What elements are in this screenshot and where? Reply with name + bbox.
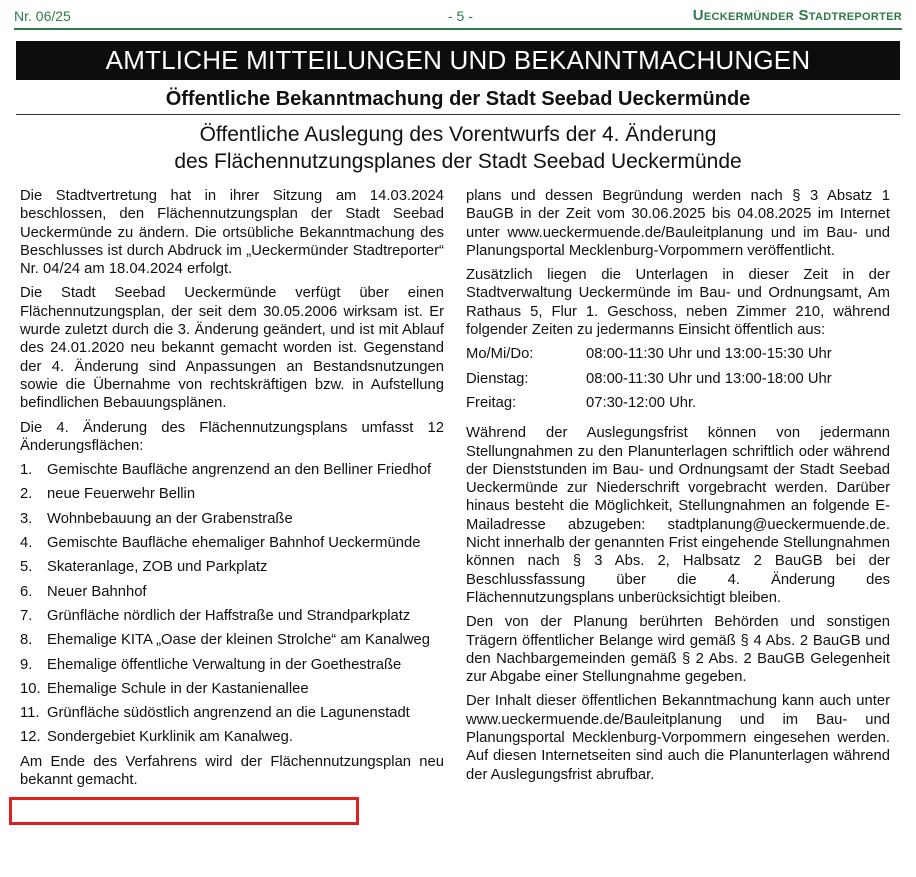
table-row: Freitag: 07:30-12:00 Uhr. (466, 394, 697, 411)
paragraph-online: Der Inhalt dieser öffentlichen Bekanntmachung kann auch unter www.ueckermuende.de/Bauleitplanung und im Bau- und Planungsportal Mecklenburg-Vorpommern eingesehen werden. Auf diesen Internetseiten sind auch die Planunterlagen während der Auslegungsfrist abrufbar. (466, 693, 890, 783)
list-item: 3. Wohnbebauung an der Grabenstraße (20, 510, 293, 527)
list-item: 4. Gemischte Baufläche ehemaliger Bahnhof Ueckermünde (20, 535, 421, 552)
paragraph-scope: Die 4. Änderung des Flächennutzungsplans umfasst 12 Änderungsflächen: (20, 419, 444, 454)
paragraph-background: Die Stadt Seebad Ueckermünde verfügt über einen Flächennutzungsplan, der seit dem 30.05.2006 wirksam ist. Er wurde zuletzt durch die 3. Änderung geändert, und ist mit Ablauf des 24.01.2020 neu bekannt gemacht worden ist. Gegenstand der 4. Änderung sind Anpassungen an Bestandsnutzungen sowie die Übernahme von rechtskräftigen bzw. in Aufstellung befindlichen Bebauungsplänen. (20, 285, 444, 412)
right-column (466, 187, 890, 790)
page-header (14, 4, 902, 28)
issue-number: Nr. 06/25 (14, 8, 71, 24)
list-item: 6. Neuer Bahnhof (20, 583, 147, 600)
opening-hours-table (466, 345, 832, 418)
list-item: 8. Ehemalige KITA „Oase der kleinen Strolche“ am Kanalweg (20, 632, 430, 649)
list-item-highlighted: 12. Sondergebiet Kurklinik am Kanalweg. (20, 729, 293, 746)
announcement-subtitle: Öffentliche Bekanntmachung der Stadt Seebad Ueckermünde (165, 88, 751, 110)
paragraph-statements: Während der Auslegungsfrist können von jedermann Stellungnahmen zu den Planunterlagen schriftlich oder während der Dienststunden im Bau- und Ordnungsamt der Stadt Seebad Ueckermünde zur Niederschrift vorgebracht werden. Darüber hinaus besteht die Möglichkeit, Stellungnahmen an folgende E-Mailadresse abzugeben: stadtplanung@ueckermuende.de. Nicht innerhalb der genannten Frist eingehende Stellungnahmen können nach § 3 Abs. 2, Halbsatz 2 BauGB bei der Beschlussfassung über die 4. Änderung des Flächennutzungsplans unberücksichtigt bleiben. (466, 425, 890, 606)
paragraph-publication: plans und dessen Begründung werden nach § 3 Absatz 1 BauGB in der Zeit vom 30.06.2025 bis 04.08.2025 im Internet unter www.ueckermuende.de/Bauleitplanung und im Bau- und Planungsportal Mecklenburg-Vorpommern veröffentlicht. (466, 188, 890, 259)
paragraph-inspection: Zusätzlich liegen die Unterlagen in dieser Zeit in der Stadtverwaltung Ueckermünde im Bau- und Ordnungsamt, Am Rathaus 5, Flur 1. Geschoss, neben Zimmer 210, während folgender Zeiten zu jedermanns Einsicht öffentlich aus: (466, 267, 890, 339)
list-item: 10. Ehemalige Schule in der Kastanienallee (20, 680, 309, 697)
table-row: Dienstag: 08:00-11:30 Uhr und 13:00-18:00 Uhr (466, 370, 832, 387)
list-item: 11. Grünfläche südöstlich angrenzend an die Lagunenstadt (20, 705, 410, 722)
page-number: - 5 - (448, 8, 473, 24)
list-item: 5. Skateranlage, ZOB und Parkplatz (20, 559, 268, 576)
section-banner: AMTLICHE MITTEILUNGEN UND BEKANNTMACHUNGEN (16, 41, 900, 80)
amendment-list (20, 461, 444, 747)
paragraph-closing: Am Ende des Verfahrens wird der Flächennutzungsplan neu bekannt gemacht. (20, 753, 444, 789)
paragraph-decision: Die Stadtvertretung hat in ihrer Sitzung am 14.03.2024 beschlossen, den Flächennutzungsplan der Stadt Seebad Ueckermünde zu ändern. Die ortsübliche Bekanntmachung des Beschlusses ist durch Abdruck im „Ueckermünder Stadtreporter“ Nr. 04/24 am 18.04.2024 erfolgt. (20, 188, 444, 278)
heading-line-2: des Flächennutzungsplanes der Stadt Seebad Ueckermünde (174, 150, 742, 173)
publication-name: Ueckermünder Stadtreporter (692, 7, 902, 24)
table-row: Mo/Mi/Do: 08:00-11:30 Uhr und 13:00-15:30 Uhr (466, 346, 832, 363)
list-item: 7. Grünfläche nördlich der Haffstraße und Strandparkplatz (20, 607, 411, 624)
list-item: 2. neue Feuerwehr Bellin (20, 486, 196, 503)
subtitle-divider (16, 114, 900, 115)
header-divider (14, 28, 902, 30)
highlight-box (9, 797, 359, 825)
heading-line-1: Öffentliche Auslegung des Vorentwurfs der 4. Änderung (199, 123, 717, 146)
list-item: 1. Gemischte Baufläche angrenzend an den Belliner Friedhof (20, 462, 432, 479)
left-column (20, 187, 444, 795)
article-heading (16, 121, 900, 175)
list-item: 9. Ehemalige öffentliche Verwaltung in der Goethestraße (20, 656, 402, 673)
paragraph-authorities: Den von der Planung berührten Behörden und sonstigen Trägern öffentlicher Belange wird gemäß § 4 Abs. 2 BauGB und den Nachbargemeinden gemäß § 2 Abs. 2 BauGB Gelegenheit zur Abgabe einer Stellungnahme gegeben. (466, 614, 890, 686)
